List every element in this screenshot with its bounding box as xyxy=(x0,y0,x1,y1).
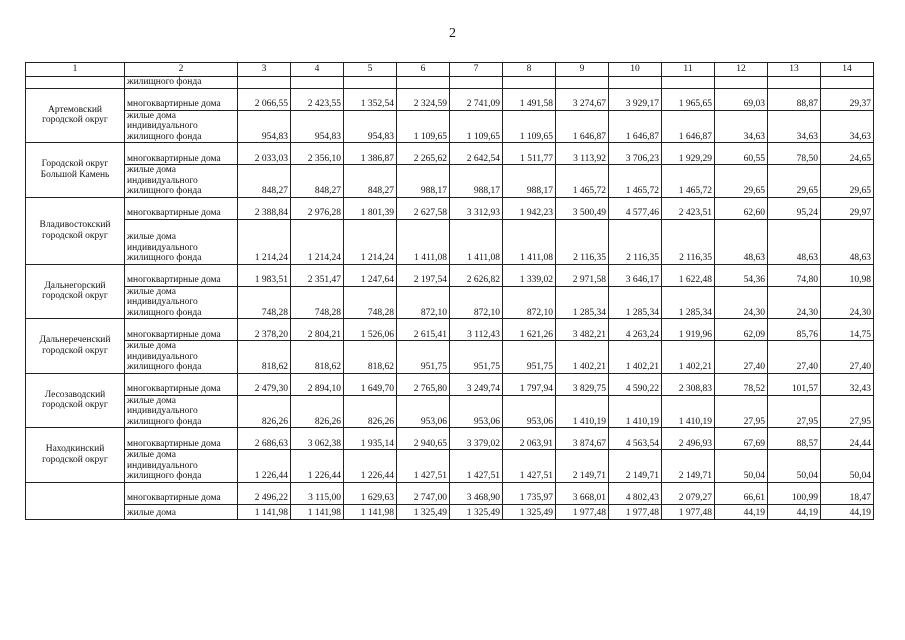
value-cell: 85,76 xyxy=(768,319,821,341)
value-cell: 50,04 xyxy=(768,450,821,483)
value-cell: 3 829,75 xyxy=(556,373,609,395)
value-cell: 2 747,00 xyxy=(397,482,450,504)
value-cell: 27,95 xyxy=(768,395,821,428)
value-cell: 4 577,46 xyxy=(609,197,662,219)
value-cell: 826,26 xyxy=(344,395,397,428)
value-cell: 27,40 xyxy=(715,341,768,374)
value-cell: 1 621,26 xyxy=(503,319,556,341)
table-row xyxy=(26,450,874,483)
value-cell: 2 149,71 xyxy=(556,450,609,483)
value-cell: 2 116,35 xyxy=(609,219,662,264)
value-cell: 3 113,92 xyxy=(556,143,609,165)
value-cell: 2 149,71 xyxy=(662,450,715,483)
value-cell: 953,06 xyxy=(450,395,503,428)
value-cell: 88,87 xyxy=(768,88,821,110)
value-cell: 1 465,72 xyxy=(662,165,715,198)
value-cell: 1 402,21 xyxy=(609,341,662,374)
value-cell: 27,95 xyxy=(821,395,874,428)
category-cell: многоквартирные дома xyxy=(125,197,238,219)
value-cell: 1 285,34 xyxy=(556,286,609,319)
value-cell xyxy=(503,77,556,89)
value-cell: 3 379,02 xyxy=(450,428,503,450)
value-cell: 62,09 xyxy=(715,319,768,341)
column-header: 6 xyxy=(397,63,450,77)
value-cell: 2 033,03 xyxy=(238,143,291,165)
category-cell: многоквартирные дома xyxy=(125,264,238,286)
value-cell: 1 325,49 xyxy=(503,504,556,519)
region-cell xyxy=(26,482,125,519)
value-cell: 748,28 xyxy=(291,286,344,319)
table-row xyxy=(26,373,874,395)
value-cell: 1 427,51 xyxy=(503,450,556,483)
table-row xyxy=(26,395,874,428)
value-cell: 78,50 xyxy=(768,143,821,165)
column-header: 2 xyxy=(125,63,238,77)
region-cell: Дальнегорский городской округ xyxy=(26,264,125,319)
value-cell: 1 109,65 xyxy=(450,110,503,143)
value-cell: 2 894,10 xyxy=(291,373,344,395)
value-cell: 2 423,51 xyxy=(662,197,715,219)
region-cell: Лесозаводский городской округ xyxy=(26,373,125,428)
value-cell: 1 622,48 xyxy=(662,264,715,286)
region-cell: Находкинский городской округ xyxy=(26,428,125,483)
value-cell: 1 801,39 xyxy=(344,197,397,219)
value-cell: 1 526,06 xyxy=(344,319,397,341)
value-cell: 988,17 xyxy=(397,165,450,198)
value-cell: 954,83 xyxy=(238,110,291,143)
value-cell: 2 388,84 xyxy=(238,197,291,219)
value-cell: 2 116,35 xyxy=(662,219,715,264)
value-cell: 1 977,48 xyxy=(556,504,609,519)
value-cell: 1 402,21 xyxy=(556,341,609,374)
value-cell: 1 427,51 xyxy=(397,450,450,483)
table-row xyxy=(26,286,874,319)
value-cell: 3 646,17 xyxy=(609,264,662,286)
value-cell: 2 765,80 xyxy=(397,373,450,395)
column-header: 4 xyxy=(291,63,344,77)
value-cell: 1 491,58 xyxy=(503,88,556,110)
value-cell: 27,95 xyxy=(715,395,768,428)
value-cell: 872,10 xyxy=(397,286,450,319)
column-header: 7 xyxy=(450,63,503,77)
value-cell: 2 627,58 xyxy=(397,197,450,219)
table-row xyxy=(26,77,874,89)
value-cell xyxy=(662,77,715,89)
value-cell xyxy=(344,77,397,89)
value-cell: 1 325,49 xyxy=(397,504,450,519)
value-cell: 1 410,19 xyxy=(556,395,609,428)
value-cell: 3 112,43 xyxy=(450,319,503,341)
value-cell: 48,63 xyxy=(768,219,821,264)
value-cell: 34,63 xyxy=(768,110,821,143)
column-header: 9 xyxy=(556,63,609,77)
column-header: 5 xyxy=(344,63,397,77)
value-cell: 62,60 xyxy=(715,197,768,219)
page-number: 2 xyxy=(449,26,456,41)
category-cell: жилые дома xyxy=(125,504,238,519)
value-cell: 29,65 xyxy=(715,165,768,198)
column-header: 3 xyxy=(238,63,291,77)
value-cell: 2 066,55 xyxy=(238,88,291,110)
value-cell: 34,63 xyxy=(821,110,874,143)
value-cell: 848,27 xyxy=(291,165,344,198)
value-cell: 1 226,44 xyxy=(344,450,397,483)
value-cell xyxy=(715,77,768,89)
value-cell: 748,28 xyxy=(344,286,397,319)
value-cell: 826,26 xyxy=(238,395,291,428)
column-header: 10 xyxy=(609,63,662,77)
value-cell: 1 735,97 xyxy=(503,482,556,504)
value-cell: 1 247,64 xyxy=(344,264,397,286)
value-cell: 1 226,44 xyxy=(238,450,291,483)
value-cell: 24,30 xyxy=(715,286,768,319)
value-cell xyxy=(768,77,821,89)
value-cell: 66,61 xyxy=(715,482,768,504)
value-cell: 1 410,19 xyxy=(609,395,662,428)
value-cell: 1 411,08 xyxy=(450,219,503,264)
value-cell: 14,75 xyxy=(821,319,874,341)
value-cell: 2 496,93 xyxy=(662,428,715,450)
value-cell: 3 062,38 xyxy=(291,428,344,450)
value-cell: 4 263,24 xyxy=(609,319,662,341)
value-cell: 3 249,74 xyxy=(450,373,503,395)
value-cell: 1 410,19 xyxy=(662,395,715,428)
category-cell: жилые дома индивидуального жилищного фонда xyxy=(125,219,238,264)
value-cell: 1 285,34 xyxy=(609,286,662,319)
category-cell: жилые дома индивидуального жилищного фонда xyxy=(125,110,238,143)
value-cell: 2 642,54 xyxy=(450,143,503,165)
region-cell: Артемовский городской округ xyxy=(26,88,125,143)
value-cell: 872,10 xyxy=(450,286,503,319)
region-cell: Владивостокский городской округ xyxy=(26,197,125,264)
table-row xyxy=(26,428,874,450)
table-row xyxy=(26,264,874,286)
value-cell: 818,62 xyxy=(344,341,397,374)
value-cell: 872,10 xyxy=(503,286,556,319)
value-cell: 60,55 xyxy=(715,143,768,165)
table-row xyxy=(26,319,874,341)
value-cell: 1 977,48 xyxy=(662,504,715,519)
value-cell: 54,36 xyxy=(715,264,768,286)
value-cell: 27,40 xyxy=(821,341,874,374)
category-cell: жилые дома индивидуального жилищного фонда xyxy=(125,165,238,198)
value-cell: 1 965,65 xyxy=(662,88,715,110)
region-cell: Городской округ Большой Камень xyxy=(26,143,125,198)
value-cell: 32,43 xyxy=(821,373,874,395)
value-cell: 826,26 xyxy=(291,395,344,428)
column-header: 11 xyxy=(662,63,715,77)
value-cell xyxy=(556,77,609,89)
value-cell: 1 109,65 xyxy=(397,110,450,143)
value-cell: 1 226,44 xyxy=(291,450,344,483)
value-cell: 2 351,47 xyxy=(291,264,344,286)
value-cell: 1 352,54 xyxy=(344,88,397,110)
value-cell: 1 339,02 xyxy=(503,264,556,286)
value-cell: 24,30 xyxy=(821,286,874,319)
value-cell: 1 109,65 xyxy=(503,110,556,143)
value-cell: 3 115,00 xyxy=(291,482,344,504)
value-cell: 951,75 xyxy=(450,341,503,374)
value-cell: 2 626,82 xyxy=(450,264,503,286)
value-cell: 2 971,58 xyxy=(556,264,609,286)
value-cell: 1 646,87 xyxy=(609,110,662,143)
category-cell: многоквартирные дома xyxy=(125,428,238,450)
value-cell: 4 590,22 xyxy=(609,373,662,395)
table-row xyxy=(26,341,874,374)
value-cell: 3 929,17 xyxy=(609,88,662,110)
value-cell: 2 308,83 xyxy=(662,373,715,395)
category-cell: жилые дома индивидуального жилищного фонда xyxy=(125,395,238,428)
value-cell: 1 465,72 xyxy=(556,165,609,198)
table-row xyxy=(26,88,874,110)
value-cell: 951,75 xyxy=(397,341,450,374)
column-header: 1 xyxy=(26,63,125,77)
category-cell: жилищного фонда xyxy=(125,77,238,89)
column-header: 8 xyxy=(503,63,556,77)
value-cell: 95,24 xyxy=(768,197,821,219)
value-cell: 1 325,49 xyxy=(450,504,503,519)
table-row xyxy=(26,482,874,504)
table-row xyxy=(26,143,874,165)
value-cell: 2 804,21 xyxy=(291,319,344,341)
value-cell: 2 940,65 xyxy=(397,428,450,450)
value-cell: 2 976,28 xyxy=(291,197,344,219)
table-row xyxy=(26,197,874,219)
value-cell: 1 646,87 xyxy=(556,110,609,143)
value-cell: 988,17 xyxy=(450,165,503,198)
value-cell: 3 482,21 xyxy=(556,319,609,341)
value-cell: 1 402,21 xyxy=(662,341,715,374)
value-cell: 34,63 xyxy=(715,110,768,143)
value-cell: 18,47 xyxy=(821,482,874,504)
value-cell: 951,75 xyxy=(503,341,556,374)
value-cell: 2 265,62 xyxy=(397,143,450,165)
value-cell: 988,17 xyxy=(503,165,556,198)
value-cell: 29,37 xyxy=(821,88,874,110)
value-cell: 1 983,51 xyxy=(238,264,291,286)
value-cell: 2 356,10 xyxy=(291,143,344,165)
value-cell xyxy=(609,77,662,89)
value-cell: 848,27 xyxy=(238,165,291,198)
value-cell: 3 274,67 xyxy=(556,88,609,110)
value-cell: 3 468,90 xyxy=(450,482,503,504)
value-cell: 818,62 xyxy=(238,341,291,374)
column-header: 14 xyxy=(821,63,874,77)
value-cell: 2 741,09 xyxy=(450,88,503,110)
region-cell xyxy=(26,77,125,89)
value-cell: 4 563,54 xyxy=(609,428,662,450)
value-cell: 1 285,34 xyxy=(662,286,715,319)
table-row xyxy=(26,110,874,143)
value-cell: 2 063,91 xyxy=(503,428,556,450)
value-cell: 29,65 xyxy=(768,165,821,198)
value-cell: 100,99 xyxy=(768,482,821,504)
value-cell: 2 079,27 xyxy=(662,482,715,504)
value-cell: 1 141,98 xyxy=(291,504,344,519)
value-cell: 1 141,98 xyxy=(344,504,397,519)
value-cell: 2 479,30 xyxy=(238,373,291,395)
value-cell: 1 977,48 xyxy=(609,504,662,519)
value-cell: 44,19 xyxy=(768,504,821,519)
column-header: 13 xyxy=(768,63,821,77)
value-cell: 48,63 xyxy=(715,219,768,264)
value-cell: 953,06 xyxy=(397,395,450,428)
value-cell: 10,98 xyxy=(821,264,874,286)
value-cell xyxy=(821,77,874,89)
category-cell: многоквартирные дома xyxy=(125,482,238,504)
value-cell: 748,28 xyxy=(238,286,291,319)
value-cell: 44,19 xyxy=(821,504,874,519)
value-cell: 1 929,29 xyxy=(662,143,715,165)
table-row xyxy=(26,504,874,519)
value-cell: 3 500,49 xyxy=(556,197,609,219)
value-cell: 4 802,43 xyxy=(609,482,662,504)
value-cell xyxy=(291,77,344,89)
value-cell: 2 324,59 xyxy=(397,88,450,110)
category-cell: жилые дома индивидуального жилищного фонда xyxy=(125,286,238,319)
value-cell: 2 423,55 xyxy=(291,88,344,110)
value-cell: 74,80 xyxy=(768,264,821,286)
value-cell: 848,27 xyxy=(344,165,397,198)
value-cell: 1 214,24 xyxy=(291,219,344,264)
value-cell: 24,44 xyxy=(821,428,874,450)
value-cell: 1 214,24 xyxy=(238,219,291,264)
category-cell: жилые дома индивидуального жилищного фонда xyxy=(125,341,238,374)
value-cell: 67,69 xyxy=(715,428,768,450)
category-cell: жилые дома индивидуального жилищного фонда xyxy=(125,450,238,483)
table-row xyxy=(26,219,874,264)
value-cell: 953,06 xyxy=(503,395,556,428)
value-cell: 1 427,51 xyxy=(450,450,503,483)
value-cell xyxy=(238,77,291,89)
value-cell: 50,04 xyxy=(715,450,768,483)
value-cell: 1 411,08 xyxy=(397,219,450,264)
value-cell: 69,03 xyxy=(715,88,768,110)
value-cell: 3 874,67 xyxy=(556,428,609,450)
value-cell: 78,52 xyxy=(715,373,768,395)
value-cell: 2 615,41 xyxy=(397,319,450,341)
value-cell: 1 629,63 xyxy=(344,482,397,504)
value-cell: 101,57 xyxy=(768,373,821,395)
value-cell: 1 141,98 xyxy=(238,504,291,519)
value-cell: 88,57 xyxy=(768,428,821,450)
value-cell: 29,65 xyxy=(821,165,874,198)
value-cell: 1 919,96 xyxy=(662,319,715,341)
value-cell: 29,97 xyxy=(821,197,874,219)
value-cell: 818,62 xyxy=(291,341,344,374)
header-row xyxy=(26,63,874,77)
value-cell: 2 378,20 xyxy=(238,319,291,341)
value-cell: 50,04 xyxy=(821,450,874,483)
value-cell: 24,65 xyxy=(821,143,874,165)
category-cell: многоквартирные дома xyxy=(125,373,238,395)
value-cell xyxy=(450,77,503,89)
value-cell: 1 411,08 xyxy=(503,219,556,264)
value-cell: 1 646,87 xyxy=(662,110,715,143)
value-cell: 48,63 xyxy=(821,219,874,264)
value-cell: 1 511,77 xyxy=(503,143,556,165)
value-cell: 1 386,87 xyxy=(344,143,397,165)
value-cell: 1 797,94 xyxy=(503,373,556,395)
value-cell: 954,83 xyxy=(291,110,344,143)
category-cell: многоквартирные дома xyxy=(125,88,238,110)
value-cell: 2 116,35 xyxy=(556,219,609,264)
value-cell: 1 214,24 xyxy=(344,219,397,264)
value-cell: 2 686,63 xyxy=(238,428,291,450)
value-cell: 3 706,23 xyxy=(609,143,662,165)
table-row xyxy=(26,165,874,198)
value-cell: 1 465,72 xyxy=(609,165,662,198)
value-cell: 1 649,70 xyxy=(344,373,397,395)
value-cell: 2 197,54 xyxy=(397,264,450,286)
value-cell: 954,83 xyxy=(344,110,397,143)
value-cell: 44,19 xyxy=(715,504,768,519)
value-cell: 24,30 xyxy=(768,286,821,319)
tariff-table xyxy=(25,62,874,520)
value-cell: 2 496,22 xyxy=(238,482,291,504)
value-cell: 27,40 xyxy=(768,341,821,374)
region-cell: Дальнереченский городской округ xyxy=(26,319,125,374)
value-cell: 2 149,71 xyxy=(609,450,662,483)
value-cell: 1 942,23 xyxy=(503,197,556,219)
value-cell xyxy=(397,77,450,89)
category-cell: многоквартирные дома xyxy=(125,319,238,341)
value-cell: 3 312,93 xyxy=(450,197,503,219)
value-cell: 3 668,01 xyxy=(556,482,609,504)
column-header: 12 xyxy=(715,63,768,77)
value-cell: 1 935,14 xyxy=(344,428,397,450)
category-cell: многоквартирные дома xyxy=(125,143,238,165)
